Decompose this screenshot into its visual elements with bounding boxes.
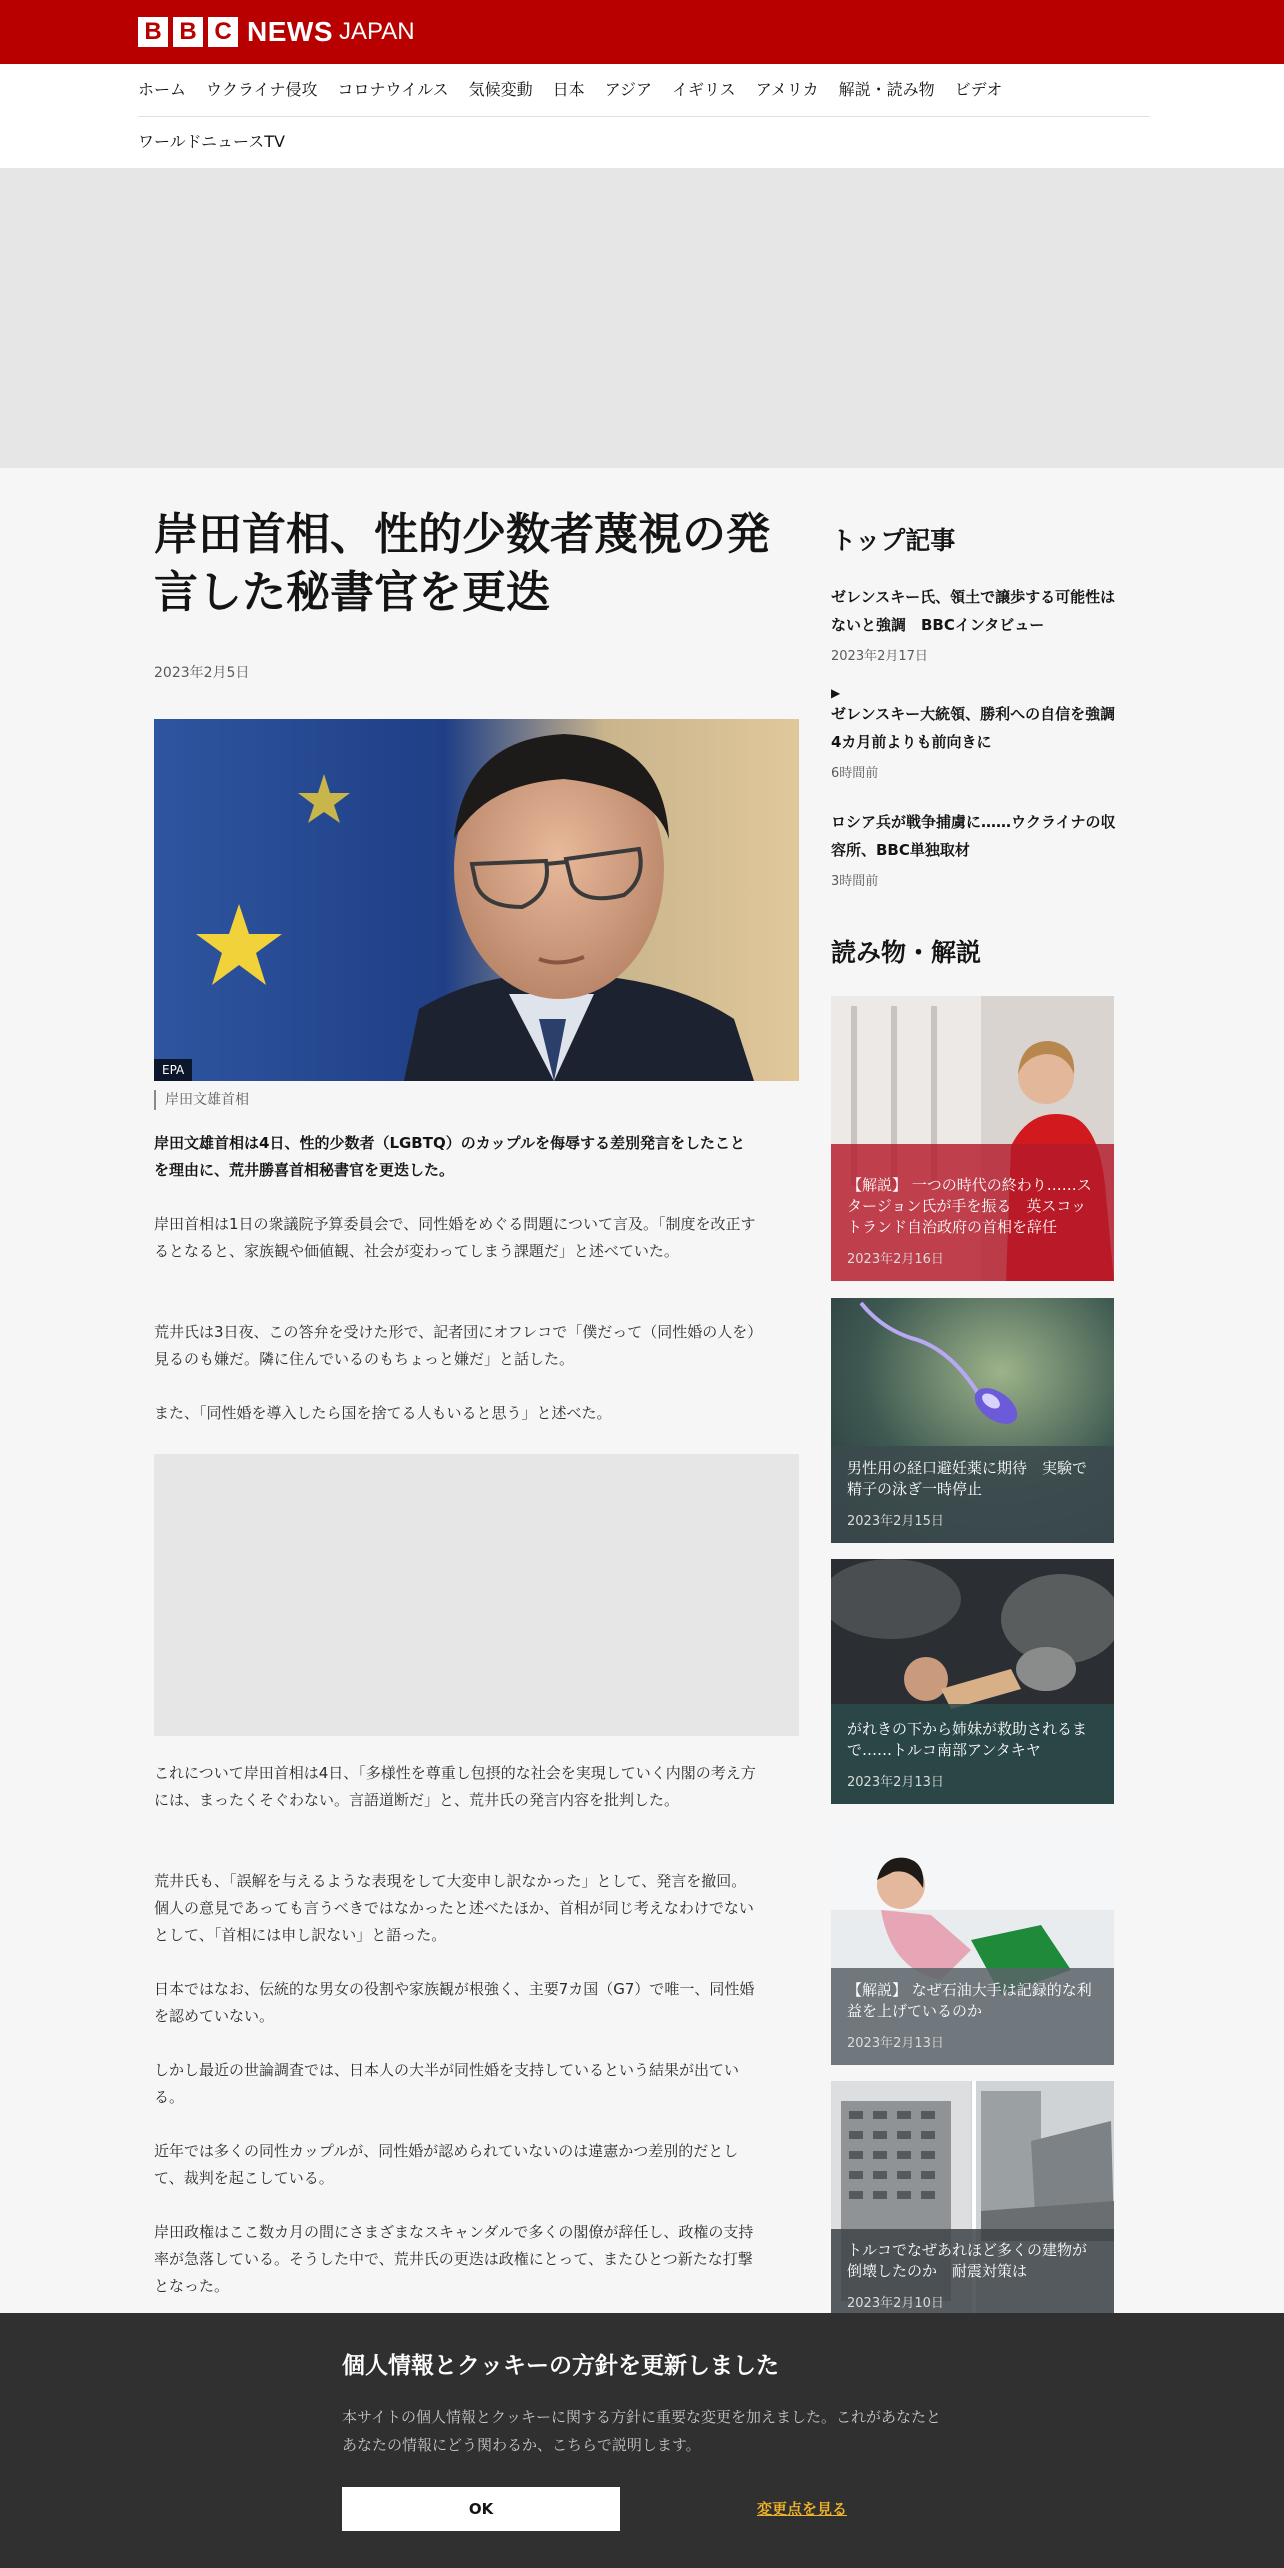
top-story-title[interactable]: ロシア兵が戦争捕虜に……ウクライナの収容所、BBC単独取材: [831, 813, 1116, 859]
feature-card-title[interactable]: 【解説】 一つの時代の終わり……スタージョン氏が手を振る 英スコットランド自治政府の首相を辞任: [847, 1176, 1092, 1236]
cookie-ok-button[interactable]: OK: [342, 2487, 620, 2531]
article-paragraph: 近年では多くの同性カップルが、同性婚が認められていないのは違憲かつ差別的だとして、裁判を起こしている。: [154, 2142, 739, 2187]
top-story-item[interactable]: [831, 686, 1131, 781]
logo-block-b2: B: [173, 17, 203, 47]
top-story-date: 2023年2月17日: [831, 649, 928, 664]
top-story-date: 6時間前: [831, 766, 879, 781]
bbc-news-japan-logo[interactable]: [138, 16, 415, 47]
nav-item-world-news-tv[interactable]: ワールドニュースTV: [138, 132, 285, 151]
nav-row-secondary: [138, 130, 285, 154]
top-story-title[interactable]: ゼレンスキー氏、領土で譲歩する可能性はないと強調 BBCインタビュー: [831, 588, 1116, 634]
feature-card-overlay: [831, 1161, 1114, 1281]
image-credit-badge: EPA: [154, 1059, 192, 1081]
article-hero-image: [154, 719, 799, 1081]
article-paragraph: しかし最近の世論調査では、日本人の大半が同性婚を支持しているという結果が出ている。: [154, 2061, 740, 2106]
portrait-illustration: [154, 719, 799, 1081]
nav-item-uk[interactable]: イギリス: [672, 80, 736, 99]
top-story-title[interactable]: ゼレンスキー大統領、勝利への自信を強調 4カ月前よりも前向きに: [831, 705, 1131, 751]
feature-card-date: 2023年2月10日: [847, 2296, 944, 2311]
main-navigation: [0, 64, 1284, 168]
nav-item-climate[interactable]: 気候変動: [468, 80, 533, 99]
feature-card-date: 2023年2月13日: [847, 2036, 944, 2051]
nav-row-primary: [138, 78, 1022, 102]
feature-card-overlay: [831, 1705, 1114, 1804]
feature-card[interactable]: [831, 1559, 1114, 1804]
feature-card[interactable]: [831, 1820, 1114, 2065]
article-paragraph: また、「同性婚を導入したら国を捨てる人もいると思う」と述べた。: [154, 1404, 612, 1422]
article-paragraph: 荒井氏も、「誤解を与えるような表現をして大変申し訳なかった」として、発言を撤回。個人の意見であっても言うべきではなかったと述べたほか、首相が同じ考えなわけでないとして、「首相には申し訳ない」と語った。: [154, 1872, 754, 1944]
feature-card-title[interactable]: 男性用の経口避妊薬に期待 実験で精子の泳ぎ一時停止: [847, 1459, 1088, 1498]
article-paragraph: 岸田首相は1日の衆議院予算委員会で、同性婚をめぐる問題について言及。「制度を改正するとなると、家族観や価値観、社会が変わってしまう課題だ」と述べていた。: [154, 1215, 756, 1260]
nav-item-coronavirus[interactable]: コロナウイルス: [337, 80, 449, 99]
article-date: 2023年2月5日: [154, 665, 250, 681]
article-paragraph: 荒井氏は3日夜、この答弁を受けた形で、記者団にオフレコで「僕だって（同性婚の人を）見るのも嫌だ。隣に住んでいるのもちょっと嫌だ」と話した。: [154, 1323, 755, 1368]
features-heading: 読み物・解説: [831, 938, 982, 967]
feature-card[interactable]: [831, 1298, 1114, 1543]
feature-card[interactable]: [831, 2081, 1114, 2313]
top-story-date: 3時間前: [831, 874, 879, 889]
nav-item-ukraine[interactable]: ウクライナ侵攻: [206, 80, 318, 99]
feature-card[interactable]: [831, 996, 1114, 1281]
nav-divider: [138, 116, 1150, 117]
cookie-see-changes-link[interactable]: 変更点を見る: [757, 2500, 848, 2518]
nav-item-us[interactable]: アメリカ: [755, 80, 819, 99]
nav-item-asia[interactable]: アジア: [604, 80, 652, 99]
feature-card-date: 2023年2月15日: [847, 1514, 944, 1529]
nav-item-home[interactable]: ホーム: [138, 80, 187, 99]
cookie-banner-title: 個人情報とクッキーの方針を更新しました: [342, 2353, 779, 2379]
nav-item-japan[interactable]: 日本: [552, 80, 585, 99]
feature-card-title[interactable]: トルコでなぜあれほど多くの建物が倒壊したのか 耐震対策は: [847, 2241, 1088, 2280]
logo-block-c: C: [208, 17, 238, 47]
article-paragraph: これについて岸田首相は4日、「多様性を尊重し包摂的な社会を実現していく内閣の考え方には、まったくそぐわない。言語道断だ」と、荒井氏の発言内容を批判した。: [154, 1764, 756, 1809]
masthead: [0, 0, 1284, 64]
cookie-banner-body: 本サイトの個人情報とクッキーに関する方針に重要な変更を加えました。これがあなたとあなたの情報にどう関わるか、こちらで説明します。: [342, 2408, 941, 2454]
feature-card-title[interactable]: 【解説】 なぜ石油大手は記録的な利益を上げているのか: [847, 1981, 1092, 2020]
feature-card-date: 2023年2月13日: [847, 1775, 944, 1790]
article-paragraph: 日本ではなお、伝統的な男女の役割や家族観が根強く、主要7カ国（G7）で唯一、同性婚を認めていない。: [154, 1980, 755, 2025]
nav-item-features[interactable]: 解説・読み物: [838, 80, 935, 99]
article-paragraph: 岸田政権はここ数カ月の間にさまざまなスキャンダルで多くの閣僚が辞任し、政権の支持率が急落している。そうした中で、荒井氏の更迭は政権にとって、またひとつ新たな打撃となった。: [154, 2223, 754, 2295]
feature-card-date: 2023年2月16日: [847, 1252, 944, 1267]
cookie-consent-banner: [0, 2313, 1284, 2568]
feature-card-overlay: [831, 1966, 1114, 2065]
logo-news-text: NEWS: [247, 15, 333, 47]
advert-placeholder-top: [0, 168, 1284, 468]
nav-item-video[interactable]: ビデオ: [954, 80, 1003, 99]
article-headline: 岸田首相、性的少数者蔑視の発言した秘書官を更迭: [154, 509, 770, 618]
video-play-icon: ▶: [831, 686, 841, 700]
feature-card-overlay: [831, 1444, 1114, 1543]
article-lead-paragraph: 岸田文雄首相は4日、性的少数者（LGBTQ）のカップルを侮辱する差別発言をしたことを理由に、荒井勝喜首相秘書官を更迭した。: [154, 1134, 745, 1179]
feature-card-title[interactable]: がれきの下から姉妹が救助されるまで……トルコ南部アンタキヤ: [847, 1720, 1088, 1759]
top-story-item[interactable]: [831, 808, 1116, 889]
logo-block-b1: B: [138, 17, 168, 47]
top-story-item[interactable]: [831, 583, 1116, 664]
logo-region-text: JAPAN: [339, 17, 415, 45]
feature-card-overlay: [831, 2226, 1114, 2313]
image-caption: 岸田文雄首相: [154, 1090, 249, 1110]
top-stories-heading: トップ記事: [831, 526, 956, 555]
advert-placeholder-inline: [154, 1454, 799, 1736]
